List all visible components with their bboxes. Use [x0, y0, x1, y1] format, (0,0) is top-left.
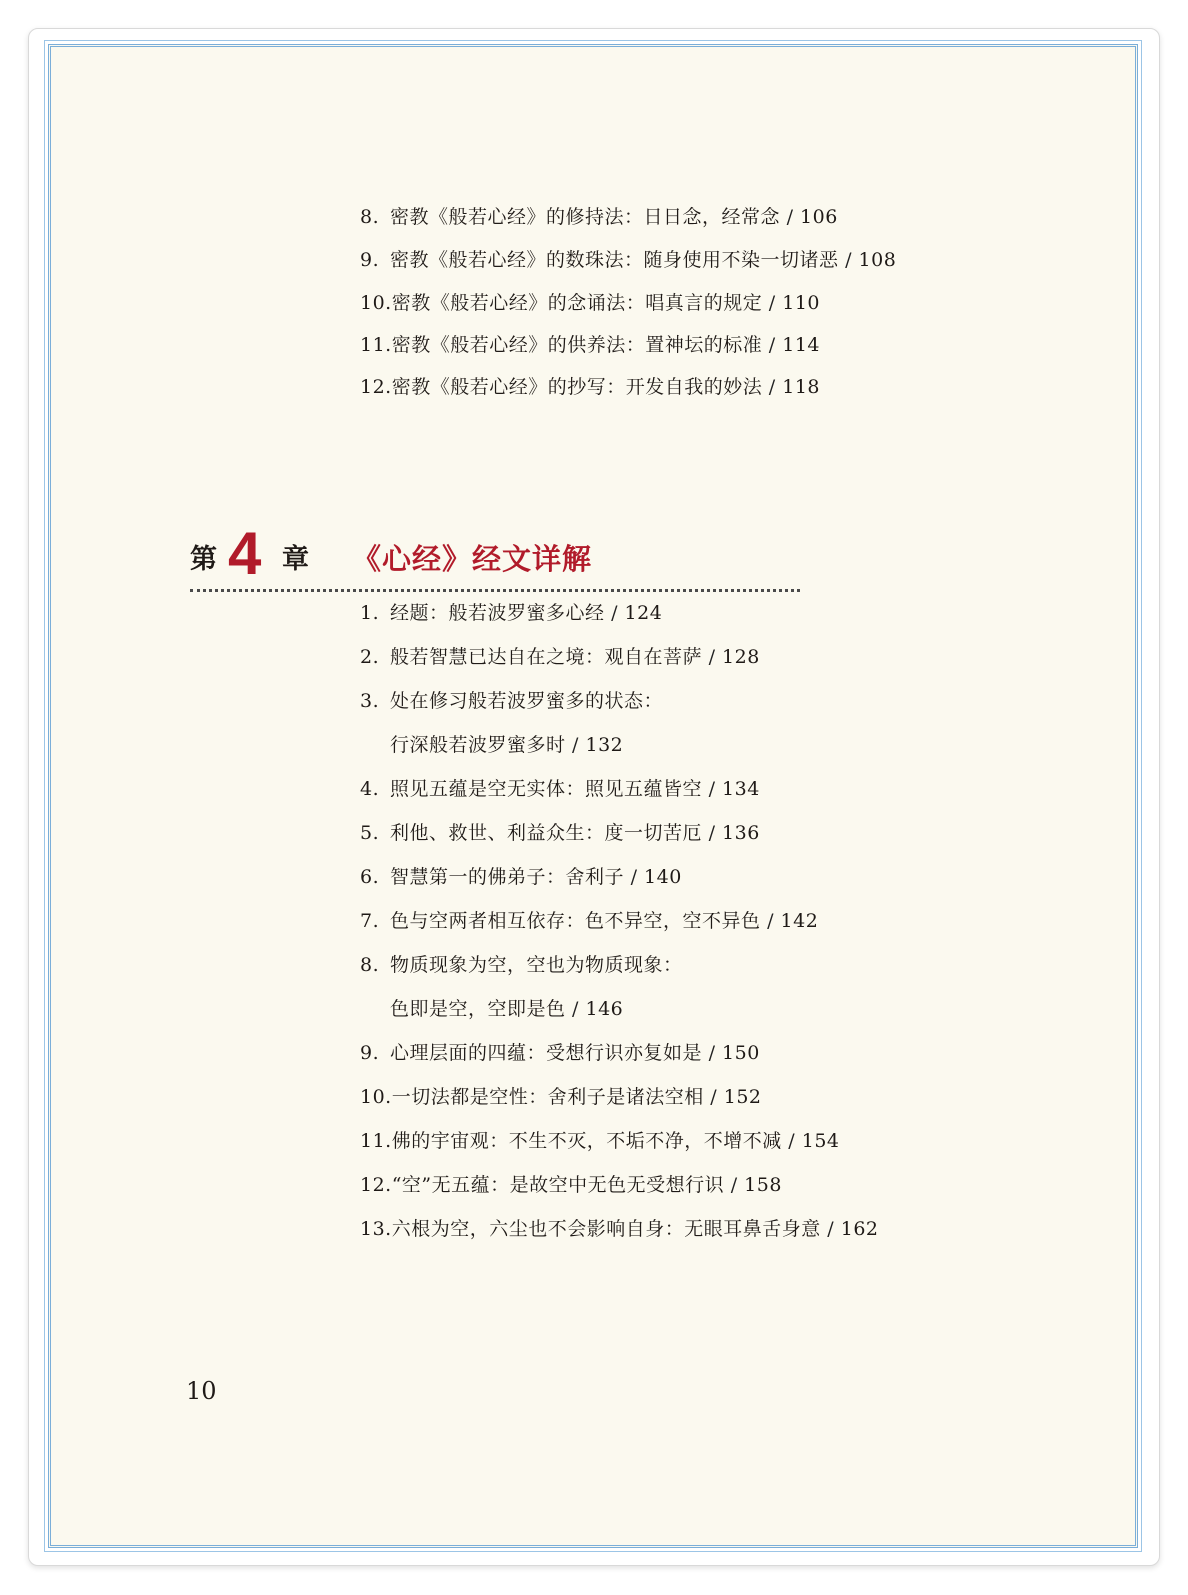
- toc-entry: 9. 密教《般若心经》的数珠法：随身使用不染一切诸恶 / 108: [360, 249, 897, 271]
- toc-entry: 6. 智慧第一的佛弟子：舍利子 / 140: [360, 866, 682, 888]
- toc-entry: 10.一切法都是空性：舍利子是诸法空相 / 152: [360, 1086, 762, 1108]
- toc-entry: 12.“空”无五蕴：是故空中无色无受想行识 / 158: [360, 1174, 782, 1196]
- toc-entry: 11.佛的宇宙观：不生不灭，不垢不净，不增不减 / 154: [360, 1130, 840, 1152]
- chapter-heading: [190, 520, 810, 590]
- toc-entry: 5. 利他、救世、利益众生：度一切苦厄 / 136: [360, 822, 760, 844]
- toc-entry-continuation: 色即是空，空即是色 / 146: [390, 998, 624, 1020]
- chapter-suffix: 章: [282, 544, 309, 575]
- chapter-number: 4: [228, 520, 262, 587]
- page-number: 10: [186, 1377, 217, 1405]
- toc-entry: 13.六根为空，六尘也不会影响自身：无眼耳鼻舌身意 / 162: [360, 1218, 879, 1240]
- toc-entry: 10.密教《般若心经》的念诵法：唱真言的规定 / 110: [360, 292, 820, 314]
- toc-entry: 11.密教《般若心经》的供养法：置神坛的标准 / 114: [360, 334, 820, 356]
- toc-entry: 1. 经题：般若波罗蜜多心经 / 124: [360, 602, 663, 624]
- toc-entry: 8. 物质现象为空，空也为物质现象：: [360, 954, 683, 976]
- chapter-title: 《心经》经文详解: [352, 542, 593, 576]
- toc-entry: 8. 密教《般若心经》的修持法：日日念，经常念 / 106: [360, 206, 838, 228]
- chapter-prefix: 第: [190, 544, 217, 575]
- toc-entry: 9. 心理层面的四蕴：受想行识亦复如是 / 150: [360, 1042, 760, 1064]
- toc-entry: 7. 色与空两者相互依存：色不异空，空不异色 / 142: [360, 910, 819, 932]
- toc-entry: 2. 般若智慧已达自在之境：观自在菩萨 / 128: [360, 646, 760, 668]
- toc-entry-continuation: 行深般若波罗蜜多时 / 132: [390, 734, 624, 756]
- toc-entry: 12.密教《般若心经》的抄写：开发自我的妙法 / 118: [360, 376, 820, 398]
- toc-entry: 4. 照见五蕴是空无实体：照见五蕴皆空 / 134: [360, 778, 760, 800]
- toc-entry: 3. 处在修习般若波罗蜜多的状态：: [360, 690, 664, 712]
- dotted-divider: [190, 589, 800, 592]
